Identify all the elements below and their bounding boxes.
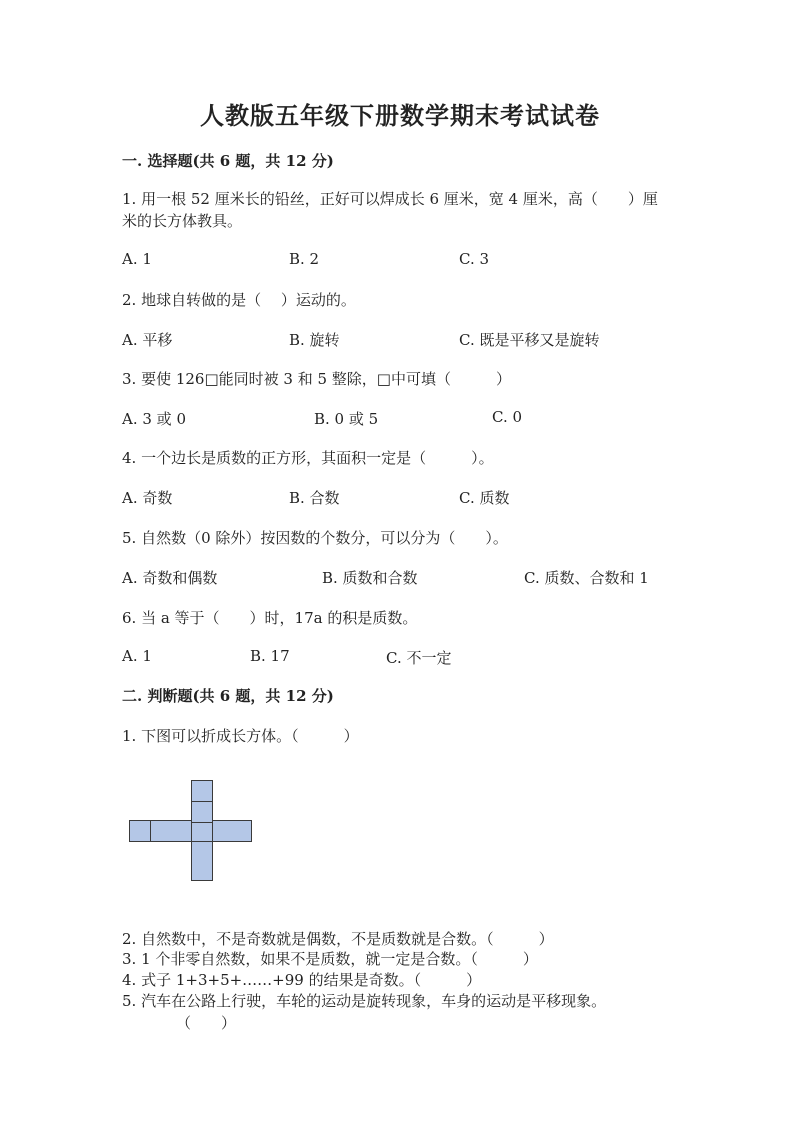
q3-option-b: B. 0 或 5: [314, 410, 379, 428]
q4-option-c: C. 质数: [459, 489, 510, 507]
section-heading-choice: 一. 选择题(共 6 题，共 12 分): [122, 152, 334, 170]
question-2: 2. 地球自转做的是（ ）运动的。: [122, 291, 356, 309]
net-square-top: [191, 780, 213, 802]
cuboid-net-figure: [129, 780, 253, 882]
q4-option-a: A. 奇数: [122, 489, 173, 507]
q5-option-c: C. 质数、合数和 1: [524, 569, 649, 587]
judgement-question-2: 2. 自然数中，不是奇数就是偶数，不是质数就是合数。（ ）: [122, 930, 554, 948]
question-4: 4. 一个边长是质数的正方形，其面积一定是（ ）。: [122, 449, 494, 467]
judgement-question-4: 4. 式子 1+3+5+……+99 的结果是奇数。（ ）: [122, 971, 482, 989]
question-1-line-2: 米的长方体教具。: [122, 212, 243, 230]
net-square-left-outer: [129, 820, 151, 842]
q5-option-a: A. 奇数和偶数: [122, 569, 218, 587]
judgement-question-5-line-1: 5. 汽车在公路上行驶，车轮的运动是旋转现象，车身的运动是平移现象。: [122, 992, 607, 1010]
q1-option-c: C. 3: [459, 250, 490, 268]
q4-option-b: B. 合数: [289, 489, 340, 507]
q2-option-c: C. 既是平移又是旋转: [459, 331, 600, 349]
net-square-center: [191, 820, 213, 842]
q6-option-c: C. 不一定: [386, 649, 452, 667]
net-square-bottom: [191, 841, 213, 881]
q2-option-b: B. 旋转: [289, 331, 340, 349]
q3-option-a: A. 3 或 0: [122, 410, 186, 428]
net-square-left-inner: [150, 820, 192, 842]
question-3: 3. 要使 126□能同时被 3 和 5 整除，□中可填（ ）: [122, 370, 511, 388]
judgement-question-5-line-2: （ ）: [176, 1014, 237, 1032]
q1-option-b: B. 2: [289, 250, 320, 268]
q1-option-a: A. 1: [122, 250, 152, 268]
q5-option-b: B. 质数和合数: [322, 569, 418, 587]
section-heading-judgement: 二. 判断题(共 6 题，共 12 分): [122, 687, 334, 705]
judgement-question-1: 1. 下图可以折成长方体。（ ）: [122, 727, 359, 745]
net-square-upper-mid: [191, 801, 213, 823]
q3-option-c: C. 0: [492, 408, 523, 426]
net-square-right: [212, 820, 252, 842]
question-1-line-1: 1. 用一根 52 厘米长的铅丝，正好可以焊成长 6 厘米，宽 4 厘米，高（ ）厘: [122, 190, 658, 208]
page-title: 人教版五年级下册数学期末考试试卷: [200, 101, 600, 130]
judgement-question-3: 3. 1 个非零自然数，如果不是质数，就一定是合数。（ ）: [122, 950, 538, 968]
q2-option-a: A. 平移: [122, 331, 173, 349]
q6-option-b: B. 17: [250, 647, 290, 665]
question-6: 6. 当 a 等于（ ）时，17a 的积是质数。: [122, 609, 418, 627]
question-5: 5. 自然数（0 除外）按因数的个数分，可以分为（ ）。: [122, 529, 508, 547]
q6-option-a: A. 1: [122, 647, 152, 665]
